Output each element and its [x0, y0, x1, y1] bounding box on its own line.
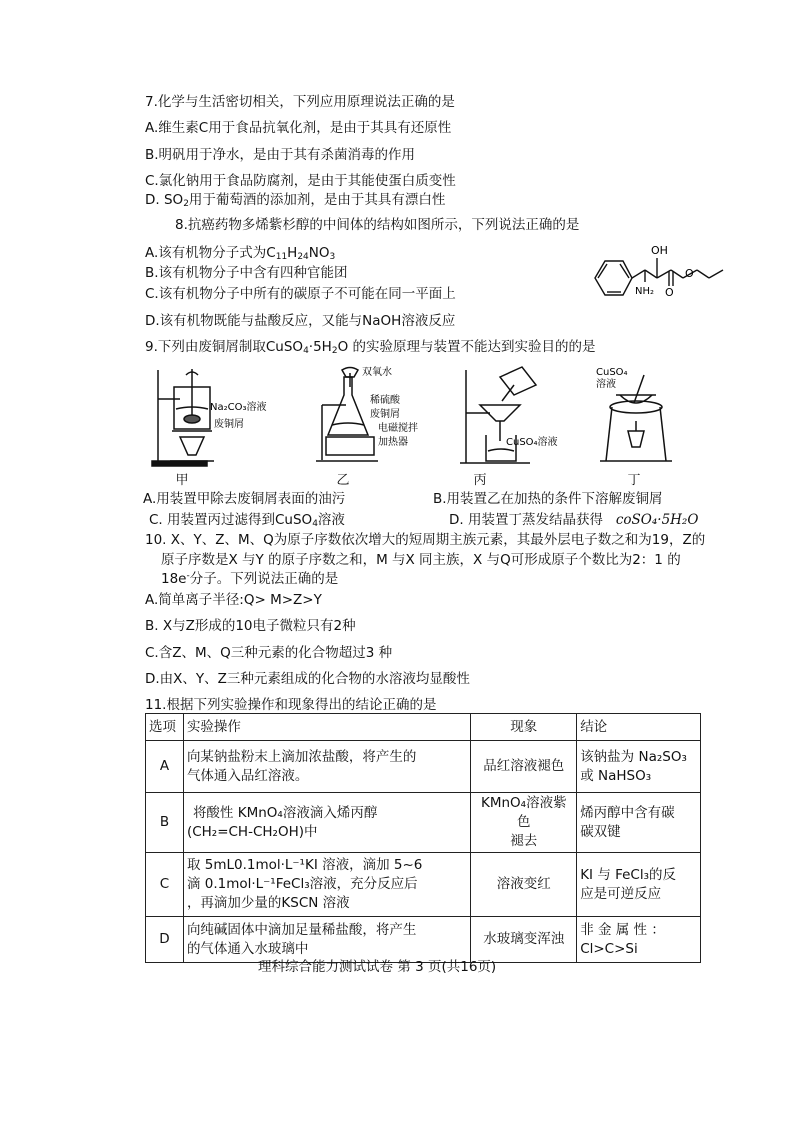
apparatus-ding: [596, 365, 716, 470]
stirrer-label: 电磁搅拌: [378, 423, 418, 434]
heater-label: 加热器: [378, 437, 408, 448]
q7-stem: 7.化学与生活密切相关，下列应用原理说法正确的是: [145, 94, 455, 110]
q9-option-c: C. 用装置丙过滤得到CuSO$_4$溶液: [149, 512, 345, 529]
q8-option-b: B.该有机物分子中含有四种官能团: [145, 265, 348, 281]
table-row: [146, 741, 701, 793]
q10-option-d: D.由X、Y、Z三种元素组成的化合物的水溶液均显酸性: [145, 671, 470, 687]
cuso4-label: CuSO₄: [596, 367, 628, 378]
table-header-row: [146, 714, 701, 741]
q7-option-b: B.明矾用于净水，是由于其有杀菌消毒的作用: [145, 147, 416, 163]
q9-option-a: A.用装置甲除去废铜屑表面的油污: [143, 491, 346, 507]
row-phenomenon: 品红溶液褪色: [471, 741, 577, 793]
row-option: D: [146, 917, 184, 963]
caption-bing: 丙: [473, 473, 487, 488]
row-conclusion: 烯丙醇中含有碳 碳双键: [577, 793, 701, 853]
row-option: C: [146, 853, 184, 917]
row-option: B: [146, 793, 184, 853]
q11-stem: 11.根据下列实验操作和现象得出的结论正确的是: [145, 697, 437, 713]
row-conclusion: KI 与 FeCl₃的反 应是可逆反应: [577, 853, 701, 917]
apparatus-yi: [316, 365, 456, 470]
row-operation: 向纯碱固体中滴加足量稀盐酸，将产生 的气体通入水玻璃中: [183, 917, 470, 963]
q8-option-c: C.该有机物分子中所有的碳原子不可能在同一平面上: [145, 286, 456, 302]
row-option: A: [146, 741, 184, 793]
apparatus-bing: [460, 365, 570, 470]
q8-stem: 8.抗癌药物多烯紫杉醇的中间体的结构如图所示，下列说法正确的是: [175, 217, 580, 233]
row-phenomenon: 溶液变红: [471, 853, 577, 917]
row-phenomenon: KMnO₄溶液紫色 褪去: [471, 793, 577, 853]
scrap-label: 废铜屑: [214, 419, 244, 430]
header-conclusion: 结论: [577, 714, 701, 741]
q7-option-d: D. $SO_2$用于葡萄酒的添加剂，是由于其具有漂白性: [145, 192, 446, 209]
header-phenomenon: 现象: [471, 714, 577, 741]
q9-option-d: D. 用装置丁蒸发结晶获得 coSO₄·5H₂O: [449, 512, 699, 528]
caption-ding: 丁: [627, 473, 641, 488]
q10-option-a: A.简单离子半径:Q> M>Z>Y: [145, 592, 322, 608]
molecule-structure: [585, 236, 730, 316]
q11-table: [145, 713, 701, 963]
row-conclusion: 非 金 属 性 ： Cl>C>Si: [577, 917, 701, 963]
table-row: [146, 793, 701, 853]
cuso4-solution-label: CuSO₄溶液: [506, 437, 558, 448]
header-operation: 实验操作: [183, 714, 470, 741]
q8-option-a: A.该有机物分子式为$C_{11}H_{24}NO_3$: [145, 245, 336, 262]
row-operation: 将酸性 KMnO₄溶液滴入烯丙醇 (CH₂=CH-CH₂OH)中: [183, 793, 470, 853]
q10-stem-line1: 10. X、Y、Z、M、Q为原子序数依次增大的短周期主族元素，其最外层电子数之和为19，Z的: [145, 532, 706, 548]
q8-option-d: D.该有机物既能与盐酸反应，又能与NaOH溶液反应: [145, 313, 456, 329]
row-operation: 向某钠盐粉末上滴加浓盐酸，将产生的 气体通入品红溶液。: [183, 741, 470, 793]
q9-stem: 9.下列由废铜屑制取$CuSO_4\cdot 5H_2O$ 的实验原理与装置不能达到实验目的的是: [145, 339, 596, 356]
ester-oxygen-label: O: [685, 267, 694, 280]
table-row: [146, 853, 701, 917]
row-operation: 取 5mL0.1mol·L⁻¹KI 溶液，滴加 5~6 滴 0.1mol·L⁻¹FeCl₃溶液，充分反应后 ，再滴加少量的KSCN 溶液: [183, 853, 470, 917]
q10-stem-line3: 18e-分子。下列说法正确的是: [161, 571, 339, 587]
row-conclusion: 该钠盐为 Na₂SO₃ 或 NaHSO₃: [577, 741, 701, 793]
q9-option-b: B.用装置乙在加热的条件下溶解废铜屑: [433, 491, 663, 507]
apparatus-jia: [150, 365, 290, 470]
oh-label: OH: [651, 244, 668, 257]
q7-option-c: C.氯化钠用于食品防腐剂，是由于其能使蛋白质变性: [145, 173, 456, 189]
row-phenomenon: 水玻璃变浑浊: [471, 917, 577, 963]
caption-jia: 甲: [175, 473, 189, 488]
carbonyl-oxygen-label: O: [665, 286, 674, 299]
scrap-label-2: 废铜屑: [370, 409, 400, 420]
acid-label: 稀硫酸: [370, 395, 400, 406]
q7-option-a: A.维生素C用于食品抗氧化剂，是由于其具有还原性: [145, 120, 452, 136]
page-footer: 理科综合能力测试试卷 第 3 页(共16页): [258, 959, 497, 975]
header-option: 选项: [146, 714, 184, 741]
nh2-label: NH₂: [635, 286, 655, 297]
solution-label: 溶液: [596, 379, 616, 390]
q10-option-c: C.含Z、M、Q三种元素的化合物超过3 种: [145, 645, 393, 661]
q9-option-d-formula: coSO₄·5H₂O: [615, 512, 699, 528]
q10-option-b: B. X与Z形成的10电子微粒只有2种: [145, 618, 356, 634]
q10-stem-line2: 原子序数是X 与Y 的原子序数之和，M 与X 同主族，X 与Q可形成原子个数比为2：1 的: [161, 552, 681, 568]
caption-yi: 乙: [336, 473, 350, 488]
na2co3-label: Na₂CO₃溶液: [210, 402, 267, 413]
table-row: [146, 917, 701, 963]
h2o2-label: 双氧水: [362, 367, 392, 378]
